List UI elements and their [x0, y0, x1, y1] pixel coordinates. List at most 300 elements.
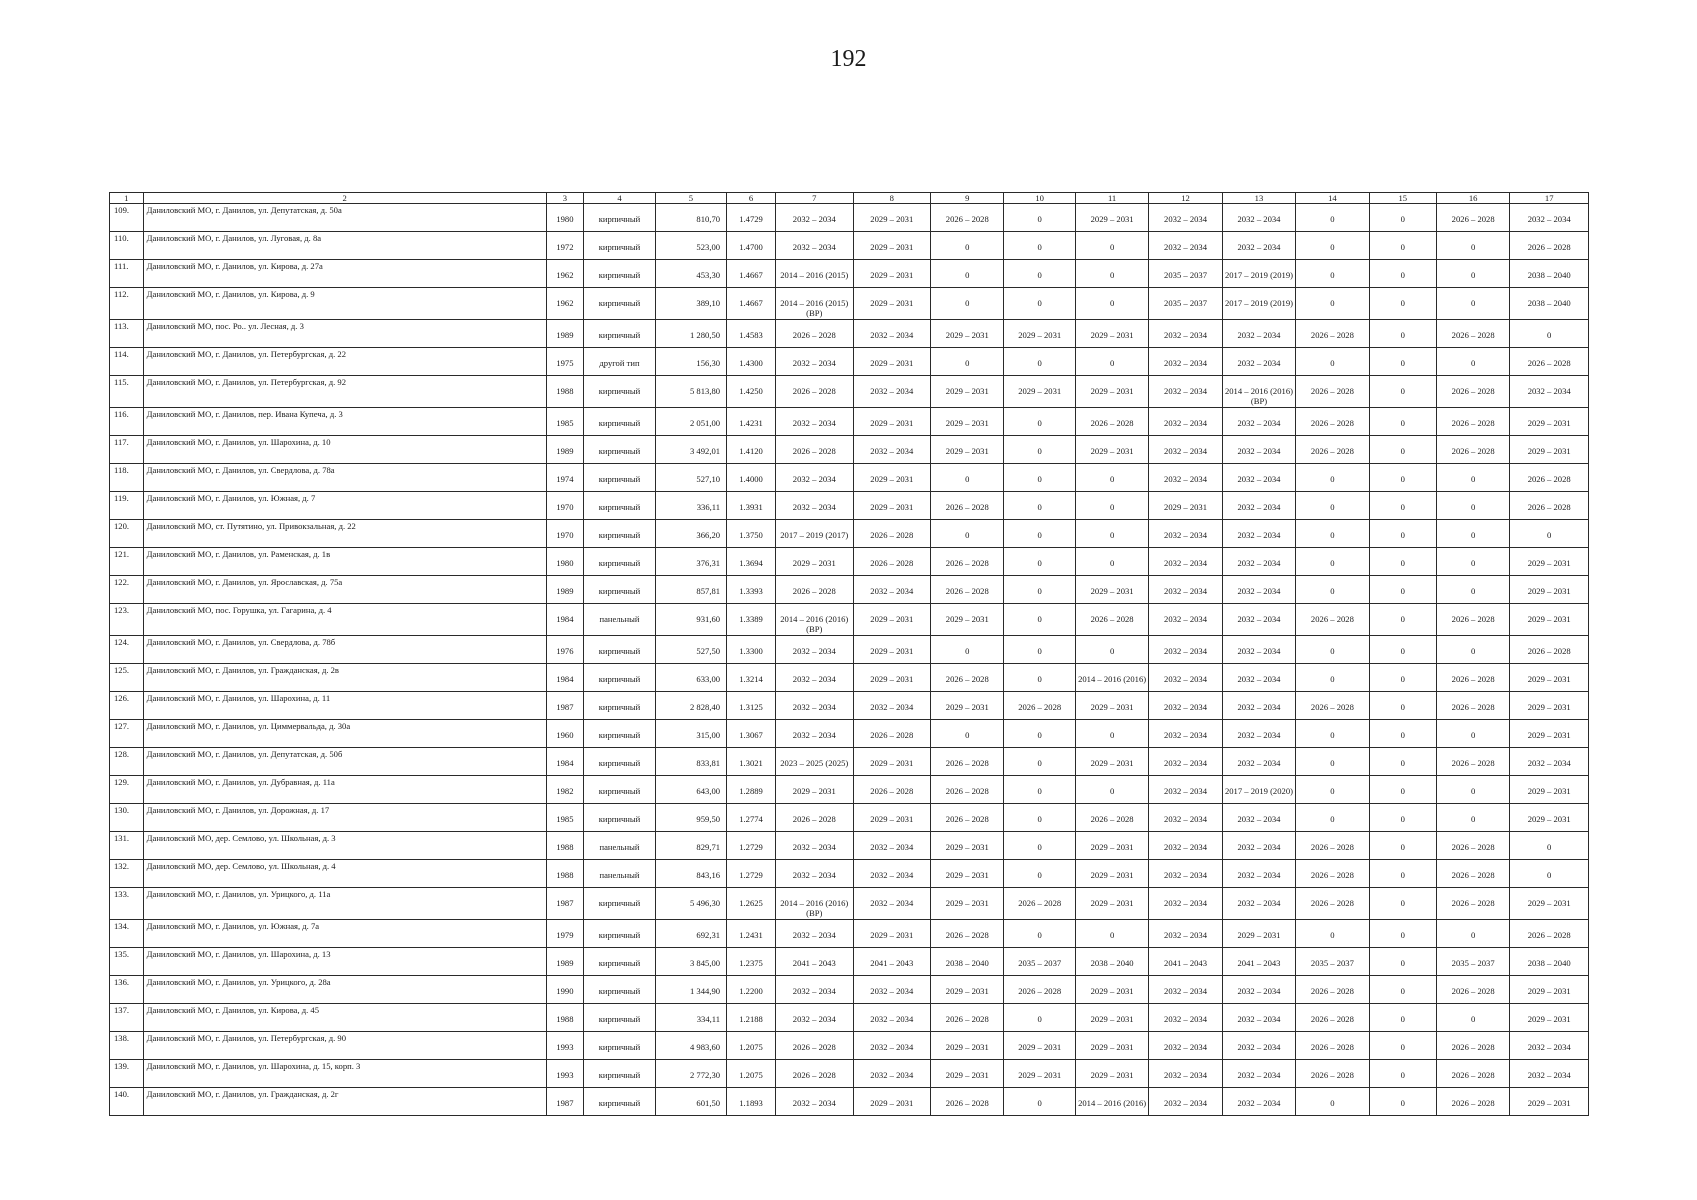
cell-value: 2029 – 2031 — [1527, 986, 1571, 996]
cell-value: 0 — [1037, 614, 1042, 624]
cell-value: 2026 – 2028 — [792, 1070, 836, 1080]
table-cell — [110, 348, 144, 376]
cell-value: 2032 – 2034 — [1164, 730, 1208, 740]
table-cell — [1075, 348, 1148, 376]
table-cell — [1075, 232, 1148, 260]
cell-value: 0 — [1471, 358, 1476, 368]
table-cell — [853, 204, 931, 232]
table-cell — [853, 948, 931, 976]
table-cell — [1436, 576, 1509, 604]
table-cell — [655, 576, 726, 604]
cell-value: 0 — [1400, 242, 1405, 252]
cell-value: Даниловский МО, г. Данилов, ул. Шарохина, д. 10 — [146, 437, 331, 447]
table-cell — [727, 636, 776, 664]
cell-value: 2029 – 2031 — [1090, 986, 1134, 996]
cell-value: 527,50 — [696, 646, 721, 656]
table-cell — [1296, 832, 1369, 860]
table-cell — [1436, 776, 1509, 804]
table-cell — [1369, 408, 1436, 436]
table-cell — [546, 920, 584, 948]
table-cell — [584, 408, 655, 436]
table-cell — [1369, 948, 1436, 976]
table-cell — [1004, 832, 1075, 860]
table-cell — [1075, 288, 1148, 320]
table-cell — [776, 288, 854, 320]
table-cell — [1510, 720, 1589, 748]
table-cell — [1436, 888, 1509, 920]
table-cell — [931, 948, 1004, 976]
cell-value: 1989 — [556, 958, 574, 968]
table-cell — [727, 604, 776, 636]
cell-value: 0 — [1330, 502, 1335, 512]
table-cell — [546, 376, 584, 408]
table-body — [110, 204, 1589, 1116]
cell-value: 0 — [1109, 730, 1115, 740]
table-cell — [1436, 720, 1509, 748]
table-cell — [143, 888, 546, 920]
table-cell — [1149, 860, 1222, 888]
cell-value: 0 — [1330, 474, 1335, 484]
cell-value: 129. — [114, 777, 130, 787]
table-row — [110, 376, 1589, 408]
cell-value: 2032 – 2034 — [1237, 614, 1281, 624]
table-cell — [143, 720, 546, 748]
table-cell — [931, 804, 1004, 832]
table-cell — [1436, 748, 1509, 776]
cell-value: 2032 – 2034 — [1237, 1014, 1281, 1024]
cell-value: 0 — [1037, 214, 1042, 224]
cell-value: 2026 – 2028 — [792, 446, 836, 456]
cell-value: 2026 – 2028 — [1527, 502, 1571, 512]
table-cell — [1369, 320, 1436, 348]
cell-value: 0 — [1037, 870, 1042, 880]
cell-value: 2029 – 2031 — [1527, 418, 1571, 428]
table-cell — [1436, 260, 1509, 288]
table-cell — [1296, 464, 1369, 492]
table-cell — [1004, 976, 1075, 1004]
table-cell — [1222, 720, 1295, 748]
cell-value: 1.3694 — [739, 558, 763, 568]
table-cell — [776, 692, 854, 720]
cell-value: кирпичный — [598, 758, 641, 768]
table-cell — [1222, 576, 1295, 604]
cell-value: 1.2729 — [739, 870, 763, 880]
table-cell — [776, 948, 854, 976]
cell-value: 0 — [1330, 558, 1335, 568]
cell-value: 810,70 — [696, 214, 721, 224]
table-cell — [1149, 664, 1222, 692]
table-cell — [1436, 1032, 1509, 1060]
table-cell — [1075, 1088, 1148, 1116]
table-cell — [1369, 776, 1436, 804]
table-cell — [776, 920, 854, 948]
cell-value: 1970 — [556, 502, 574, 512]
table-cell — [727, 692, 776, 720]
cell-value: 1979 — [556, 930, 574, 940]
table-row — [110, 548, 1589, 576]
table-cell — [1510, 576, 1589, 604]
table-cell — [1296, 776, 1369, 804]
cell-value: 1975 — [556, 358, 574, 368]
cell-value: 2026 – 2028 — [945, 674, 989, 684]
table-cell — [1436, 232, 1509, 260]
table-cell — [1436, 492, 1509, 520]
cell-value: 1.3931 — [739, 502, 763, 512]
cell-value: 2026 – 2028 — [945, 930, 989, 940]
table-cell — [1436, 1088, 1509, 1116]
cell-value: 2032 – 2034 — [1164, 674, 1208, 684]
table-cell — [853, 1088, 931, 1116]
cell-value: 2032 – 2034 — [792, 358, 836, 368]
table-cell — [776, 664, 854, 692]
table-cell — [143, 204, 546, 232]
table-cell — [110, 604, 144, 636]
table-cell — [1149, 720, 1222, 748]
table-cell — [931, 636, 1004, 664]
cell-value: 0 — [1400, 530, 1405, 540]
table-cell — [546, 720, 584, 748]
cell-value: 2032 – 2034 — [1164, 1070, 1208, 1080]
table-cell — [1436, 288, 1509, 320]
cell-value: 2032 – 2034 — [1237, 418, 1281, 428]
table-cell — [1222, 520, 1295, 548]
cell-value: 1.4000 — [739, 474, 763, 484]
cell-value: Даниловский МО, г. Данилов, ул. Шарохина, д. 11 — [146, 693, 331, 703]
table-cell — [1436, 804, 1509, 832]
table-cell — [931, 1004, 1004, 1032]
table-cell — [853, 408, 931, 436]
table-cell — [1004, 520, 1075, 548]
column-header-5: 5 — [655, 193, 726, 204]
cell-value: 0 — [1400, 298, 1405, 308]
cell-value: 2035 – 2037 — [1451, 958, 1495, 968]
cell-value: 2032 – 2034 — [1237, 214, 1281, 224]
cell-value: 2032 – 2034 — [1237, 986, 1281, 996]
cell-value: 2029 – 2031 — [1018, 330, 1062, 340]
table-cell — [655, 1088, 726, 1116]
cell-value: 2032 – 2034 — [1164, 446, 1208, 456]
cell-value: 2029 – 2031 — [870, 298, 914, 308]
table-cell — [584, 860, 655, 888]
table-cell — [727, 320, 776, 348]
cell-value: 2026 – 2028 — [1310, 842, 1354, 852]
cell-value: 0 — [1400, 214, 1405, 224]
table-cell — [1222, 976, 1295, 1004]
table-cell — [1149, 464, 1222, 492]
table-cell — [546, 860, 584, 888]
cell-value: другой тип — [599, 358, 640, 368]
table-cell — [1369, 288, 1436, 320]
table-cell — [143, 804, 546, 832]
cell-value: 5 496,30 — [689, 898, 721, 908]
cell-value: 1972 — [556, 242, 574, 252]
table-cell — [853, 320, 931, 348]
table-cell — [1004, 860, 1075, 888]
cell-value: кирпичный — [598, 1098, 641, 1108]
table-cell — [1149, 492, 1222, 520]
cell-value: 109. — [114, 205, 130, 215]
table-cell — [1149, 348, 1222, 376]
cell-value: 2026 – 2028 — [1310, 986, 1354, 996]
table-cell — [1075, 888, 1148, 920]
cell-value: 2029 – 2031 — [945, 1042, 989, 1052]
table-cell — [584, 720, 655, 748]
table-cell — [1296, 804, 1369, 832]
cell-value: 0 — [1400, 330, 1405, 340]
table-cell — [1149, 776, 1222, 804]
table-cell — [1369, 260, 1436, 288]
table-cell — [143, 692, 546, 720]
table-cell — [727, 232, 776, 260]
cell-value: Даниловский МО, ст. Путятино, ул. Привокзальная, д. 22 — [146, 521, 356, 531]
cell-value: 136. — [114, 977, 130, 987]
cell-value: 1.3021 — [739, 758, 763, 768]
cell-value: 1988 — [556, 386, 574, 396]
table-cell — [1075, 464, 1148, 492]
table-cell — [1222, 1004, 1295, 1032]
cell-value: Даниловский МО, дер. Семлово, ул. Школьная, д. 3 — [146, 833, 336, 843]
table-cell — [727, 748, 776, 776]
cell-value: 2026 – 2028 — [1310, 870, 1354, 880]
cell-value: 2026 – 2028 — [945, 1098, 989, 1108]
cell-value: 2029 – 2031 — [1018, 1070, 1062, 1080]
column-header-9: 9 — [931, 193, 1004, 204]
cell-value: 1.4667 — [739, 298, 763, 308]
table-cell — [584, 888, 655, 920]
table-cell — [1004, 920, 1075, 948]
table-cell — [1296, 1032, 1369, 1060]
table-cell — [853, 720, 931, 748]
cell-value: 389,10 — [696, 298, 721, 308]
table-cell — [1075, 804, 1148, 832]
cell-value: кирпичный — [598, 930, 641, 940]
table-cell — [1149, 436, 1222, 464]
cell-value: кирпичный — [598, 674, 641, 684]
cell-value: 2032 – 2034 — [1164, 418, 1208, 428]
table-cell — [143, 260, 546, 288]
cell-value: 2032 – 2034 — [870, 842, 914, 852]
register-table — [109, 192, 1589, 1116]
table-cell — [143, 492, 546, 520]
table-cell — [110, 260, 144, 288]
cell-value: Даниловский МО, г. Данилов, ул. Урицкого, д. 11а — [146, 889, 331, 899]
cell-value: 2026 – 2028 — [1451, 842, 1495, 852]
cell-value: 2029 – 2031 — [1090, 214, 1134, 224]
cell-value: 0 — [1037, 474, 1042, 484]
table-cell — [1436, 348, 1509, 376]
table-cell — [143, 1032, 546, 1060]
cell-value: 0 — [1400, 898, 1405, 908]
cell-value: 1.4250 — [739, 386, 763, 396]
cell-value: 1989 — [556, 586, 574, 596]
table-cell — [584, 1088, 655, 1116]
table-cell — [853, 664, 931, 692]
table-row — [110, 976, 1589, 1004]
table-row — [110, 436, 1589, 464]
cell-value: 2038 – 2040 — [1527, 298, 1571, 308]
table-cell — [110, 748, 144, 776]
column-header-2: 2 — [143, 193, 546, 204]
table-cell — [584, 576, 655, 604]
cell-value: 315,00 — [696, 730, 721, 740]
cell-value: кирпичный — [598, 270, 641, 280]
table-cell — [931, 692, 1004, 720]
table-cell — [1149, 832, 1222, 860]
table-cell — [110, 288, 144, 320]
cell-value: 2026 – 2028 — [945, 1014, 989, 1024]
cell-value: 2032 – 2034 — [1237, 702, 1281, 712]
cell-value: 2026 – 2028 — [870, 786, 914, 796]
table-cell — [853, 776, 931, 804]
cell-value: 0 — [1400, 446, 1405, 456]
table-cell — [1296, 1088, 1369, 1116]
cell-value: 2029 – 2031 — [1090, 1070, 1134, 1080]
cell-value: 2026 – 2028 — [1527, 358, 1571, 368]
cell-value: Даниловский МО, г. Данилов, ул. Гражданская, д. 2в — [146, 665, 339, 675]
cell-value: 5 813,80 — [689, 386, 721, 396]
cell-value: 2032 – 2034 — [1237, 646, 1281, 656]
table-cell — [1369, 1004, 1436, 1032]
table-cell — [584, 260, 655, 288]
table-cell — [655, 464, 726, 492]
cell-value: 0 — [1471, 558, 1476, 568]
table-cell — [1436, 976, 1509, 1004]
table-cell — [143, 776, 546, 804]
cell-value: кирпичный — [598, 730, 641, 740]
cell-value: 2032 – 2034 — [1164, 358, 1208, 368]
table-cell — [110, 1032, 144, 1060]
table-cell — [1075, 576, 1148, 604]
table-cell — [931, 920, 1004, 948]
table-cell — [727, 576, 776, 604]
cell-value: 2032 – 2034 — [870, 870, 914, 880]
cell-value: 2032 – 2034 — [870, 586, 914, 596]
cell-value: кирпичный — [598, 786, 641, 796]
table-cell — [1222, 348, 1295, 376]
table-cell — [1296, 636, 1369, 664]
table-cell — [853, 748, 931, 776]
table-cell — [1149, 1032, 1222, 1060]
cell-value: 0 — [1037, 358, 1042, 368]
table-row — [110, 520, 1589, 548]
cell-value: 2029 – 2031 — [1090, 446, 1134, 456]
cell-value: 2032 – 2034 — [1237, 674, 1281, 684]
cell-value: 1.2075 — [739, 1070, 763, 1080]
table-row — [110, 348, 1589, 376]
table-cell — [727, 664, 776, 692]
cell-value: 2026 – 2028 — [1451, 702, 1495, 712]
cell-value: 2014 – 2016 (2015) — [780, 270, 849, 280]
cell-value: 2026 – 2028 — [945, 586, 989, 596]
cell-value: 1987 — [556, 1098, 574, 1108]
cell-value: 1.3393 — [739, 586, 763, 596]
cell-value: 135. — [114, 949, 130, 959]
table-cell — [1369, 548, 1436, 576]
table-cell — [143, 920, 546, 948]
cell-value: 2026 – 2028 — [1018, 986, 1062, 996]
cell-value: 2032 – 2034 — [1237, 1042, 1281, 1052]
cell-value: 2029 – 2031 — [1018, 386, 1062, 396]
table-cell — [853, 604, 931, 636]
cell-value: 1 280,50 — [689, 330, 721, 340]
cell-value: 2029 – 2031 — [1527, 786, 1571, 796]
cell-value: 1989 — [556, 446, 574, 456]
cell-value: 1.3300 — [739, 646, 763, 656]
table-cell — [1149, 204, 1222, 232]
cell-value: 1.2200 — [739, 986, 763, 996]
table-cell — [584, 776, 655, 804]
table-cell — [776, 204, 854, 232]
table-cell — [655, 748, 726, 776]
cell-value: 1985 — [556, 418, 574, 428]
cell-value: 0 — [1471, 586, 1476, 596]
cell-value: 2032 – 2034 — [1164, 898, 1208, 908]
table-cell — [546, 464, 584, 492]
cell-value: кирпичный — [598, 474, 641, 484]
table-cell — [776, 832, 854, 860]
cell-value: 2032 – 2034 — [792, 1014, 836, 1024]
table-cell — [1296, 948, 1369, 976]
table-cell — [1075, 860, 1148, 888]
table-cell — [143, 232, 546, 260]
cell-value: 0 — [1037, 558, 1042, 568]
table-cell — [931, 1088, 1004, 1116]
cell-value: 0 — [1471, 1014, 1476, 1024]
table-cell — [1436, 692, 1509, 720]
cell-value: 2032 – 2034 — [1164, 1098, 1208, 1108]
cell-value: 2029 – 2031 — [870, 758, 914, 768]
table-cell — [853, 464, 931, 492]
header-row — [110, 193, 1589, 204]
table-cell — [1149, 948, 1222, 976]
table-cell — [1510, 260, 1589, 288]
cell-value: 0 — [1400, 386, 1405, 396]
cell-value: 2032 – 2034 — [1237, 730, 1281, 740]
table-cell — [727, 1088, 776, 1116]
cell-value: 2029 – 2031 — [945, 446, 989, 456]
cell-value: Даниловский МО, г. Данилов, ул. Кирова, д. 27а — [146, 261, 323, 271]
cell-value: 2014 – 2016 (2015) (ВР) — [780, 298, 849, 318]
cell-value: 2029 – 2031 — [1527, 674, 1571, 684]
table-cell — [931, 436, 1004, 464]
table-cell — [776, 1004, 854, 1032]
table-cell — [110, 692, 144, 720]
table-cell — [1369, 636, 1436, 664]
table-cell — [931, 520, 1004, 548]
table-cell — [110, 576, 144, 604]
table-cell — [1369, 604, 1436, 636]
cell-value: 2032 – 2034 — [792, 986, 836, 996]
table-cell — [1075, 260, 1148, 288]
table-cell — [1222, 1088, 1295, 1116]
cell-value: 0 — [1037, 1098, 1042, 1108]
table-cell — [546, 436, 584, 464]
cell-value: 1.2729 — [739, 842, 763, 852]
cell-value: Даниловский МО, г. Данилов, ул. Южная, д. 7а — [146, 921, 320, 931]
cell-value: 1.1893 — [739, 1098, 763, 1108]
cell-value: 2026 – 2028 — [792, 586, 836, 596]
table-cell — [655, 832, 726, 860]
cell-value: 959,50 — [696, 814, 721, 824]
table-cell — [1222, 492, 1295, 520]
cell-value: 1988 — [556, 870, 574, 880]
cell-value: 0 — [1037, 674, 1042, 684]
table-cell — [1296, 376, 1369, 408]
table-cell — [110, 1004, 144, 1032]
cell-value: 0 — [1330, 358, 1335, 368]
table-cell — [584, 804, 655, 832]
cell-value: Даниловский МО, г. Данилов, ул. Свердлова, д. 78а — [146, 465, 335, 475]
